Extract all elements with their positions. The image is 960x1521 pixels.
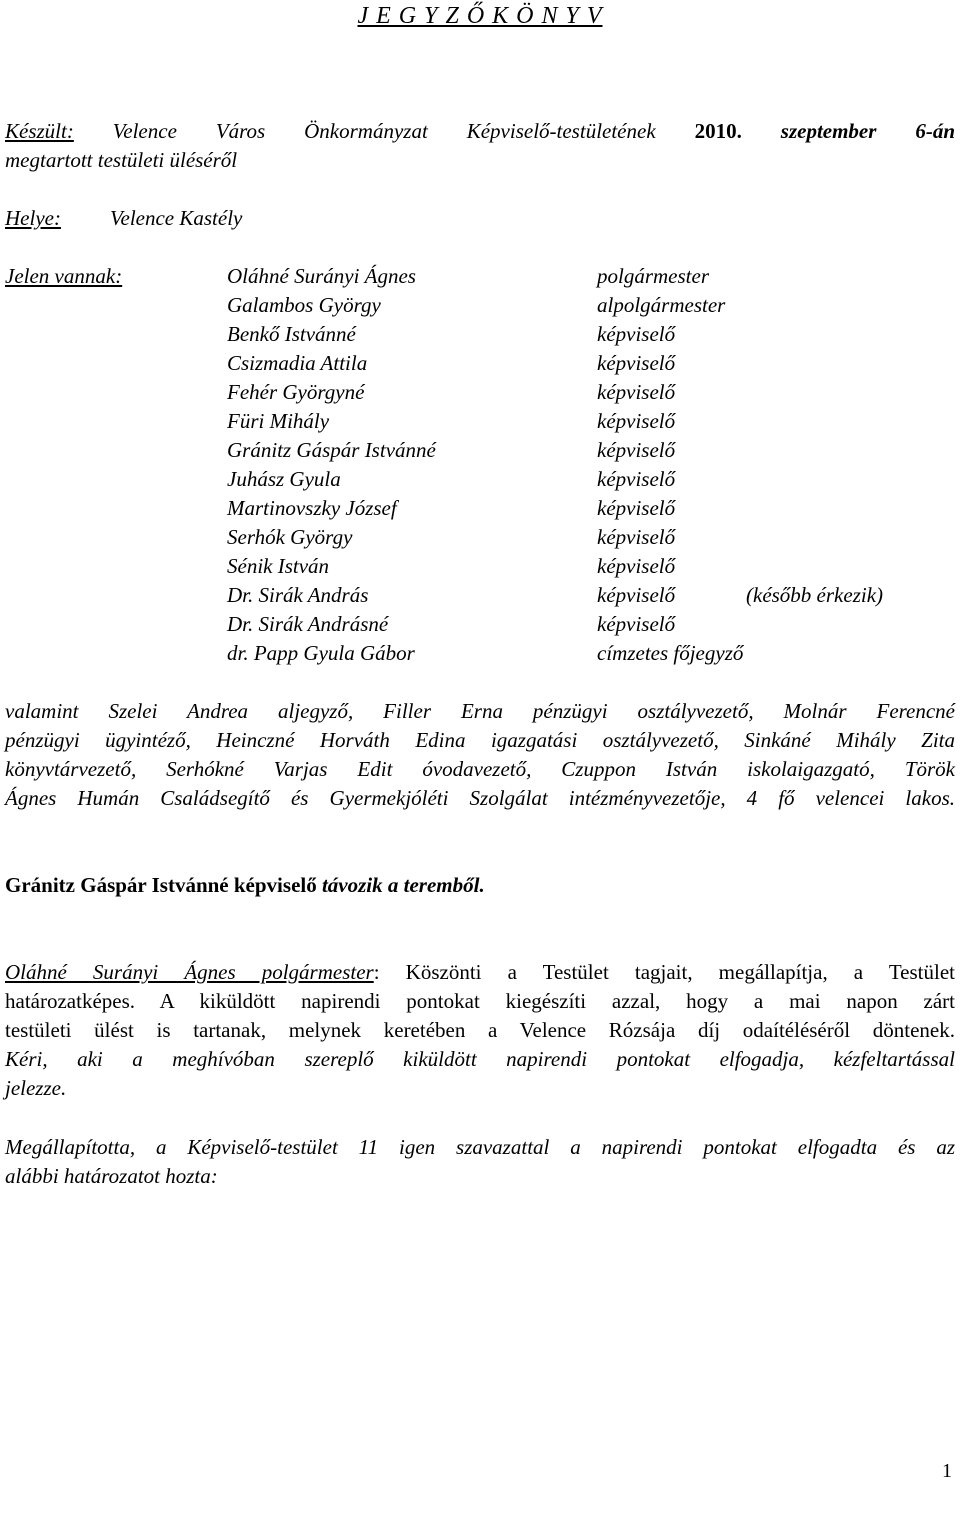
- olahne-line-4: Kéri, aki a meghívóban szereplő kiküldött napirendi pontokat elfogadja, kézfeltartással: [5, 1047, 955, 1071]
- jelen-label: [5, 262, 122, 291]
- keszult-label: Készült:: [5, 119, 74, 143]
- megallapitotta-line-2: alábbi határozatot hozta:: [5, 1164, 218, 1188]
- member-name: Sénik István: [227, 554, 330, 578]
- member-role: képviselő: [597, 583, 676, 607]
- member-role: képviselő: [597, 351, 676, 375]
- keszult-line-2: megtartott testületi üléséről: [5, 148, 238, 172]
- member-role: képviselő: [597, 612, 676, 636]
- member-name: Dr. Sirák András: [227, 583, 369, 607]
- helye-label: Helye:: [5, 206, 61, 230]
- member-name: Dr. Sirák Andrásné: [227, 612, 389, 636]
- member-name: Oláhné Surányi Ágnes: [227, 264, 416, 288]
- granitz-notice: [5, 871, 485, 900]
- granitz-notice-action: távozik a teremből.: [321, 873, 485, 897]
- olahne-line-2: határozatképes. A kiküldött napirendi pontokat kiegészíti azzal, hogy a mai napon zárt: [5, 989, 955, 1013]
- member-name: Serhók György: [227, 525, 353, 549]
- document-title: J E G Y Z Ő K Ö N Y V: [357, 3, 603, 29]
- keszult-date: szeptember 6-án: [780, 119, 956, 143]
- member-name: Martinovszky József: [227, 496, 397, 520]
- member-role: képviselő: [597, 467, 676, 491]
- helye-value: Velence Kastély: [110, 206, 243, 230]
- member-role: alpolgármester: [597, 293, 726, 317]
- member-name: Füri Mihály: [227, 409, 330, 433]
- valamint-line-3: könyvtárvezető, Serhókné Varjas Edit óvodavezető, Czuppon István iskolaigazgató, Török: [5, 757, 955, 781]
- member-name: dr. Papp Gyula Gábor: [227, 641, 415, 665]
- keszult-text: Velence Város Önkormányzat Képviselő-testületének: [112, 119, 656, 143]
- granitz-notice-name: Gránitz Gáspár Istvánné képviselő: [5, 873, 317, 897]
- member-name: Benkő Istvánné: [227, 322, 356, 346]
- member-role: címzetes főjegyző: [597, 641, 744, 665]
- member-name: Csizmadia Attila: [227, 351, 368, 375]
- member-name: Gránitz Gáspár Istvánné: [227, 438, 436, 462]
- valamint-line-4: Ágnes Humán Családsegítő és Gyermekjóléti Szolgálat intézményvezetője, 4 fő velencei lakos.: [5, 786, 955, 810]
- olahne-line-3: testületi ülést is tartanak, melynek keretében a Velence Rózsája díj odaítéléséről döntenek.: [5, 1018, 955, 1042]
- member-role: képviselő: [597, 409, 676, 433]
- olahne-speaker: Oláhné Surányi Ágnes polgármester: [5, 960, 374, 984]
- olahne-text-1: Köszönti a Testület tagjait, megállapítja, a Testület: [405, 960, 955, 984]
- member-note: (később érkezik): [746, 583, 884, 607]
- member-role: képviselő: [597, 322, 676, 346]
- jelen-label-text: Jelen vannak:: [5, 264, 123, 288]
- member-role: képviselő: [597, 525, 676, 549]
- olahne-speaker-wrap: [5, 960, 380, 984]
- member-role: képviselő: [597, 380, 676, 404]
- olahne-line-1: [5, 958, 955, 987]
- valamint-line-1: valamint Szelei Andrea aljegyző, Filler Erna pénzügyi osztályvezető, Molnár Ferencné: [5, 699, 955, 723]
- member-name: Galambos György: [227, 293, 381, 317]
- keszult-line-1: [5, 117, 955, 146]
- keszult-year: 2010.: [694, 119, 742, 143]
- member-role: képviselő: [597, 438, 676, 462]
- member-role: polgármester: [597, 264, 709, 288]
- member-role: képviselő: [597, 554, 676, 578]
- valamint-line-2: pénzügyi ügyintéző, Heinczné Horváth Edina igazgatási osztályvezető, Sinkáné Mihály Zita: [5, 728, 955, 752]
- member-name: Fehér Györgyné: [227, 380, 365, 404]
- megallapitotta-line-1: Megállapította, a Képviselő-testület 11 igen szavazattal a napirendi pontokat elfogadta és az: [5, 1135, 955, 1159]
- olahne-colon: :: [373, 960, 380, 984]
- member-name: Juhász Gyula: [227, 467, 341, 491]
- olahne-line-5: jelezze.: [5, 1076, 67, 1100]
- page-number: 1: [942, 1460, 952, 1482]
- member-role: képviselő: [597, 496, 676, 520]
